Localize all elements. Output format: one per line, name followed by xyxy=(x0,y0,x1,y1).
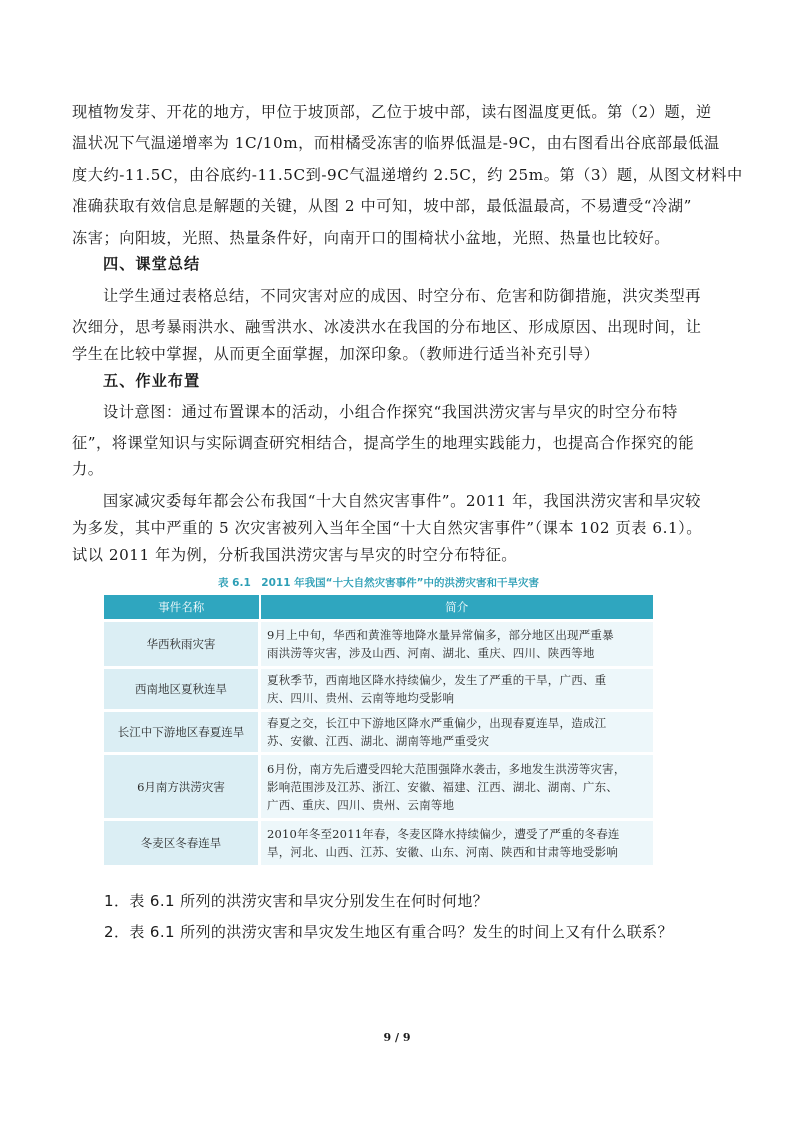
description-line: 庆、四川、贵州、云南等地均受影响 xyxy=(267,691,455,705)
description-line: 2010年冬至2011年春，冬麦区降水持续偏少，遭受了严重的冬春连 xyxy=(267,827,620,841)
text-line: 征”，将课堂知识与实际调查研究相结合，提高学生的地理实践能力，也提高合作探究的能 xyxy=(72,434,695,452)
text-line: 设计意图：通过布置课本的活动，小组合作探究“我国洪涝灾害与旱灾的时空分布特 xyxy=(103,403,678,421)
event-name-cell: 西南地区夏秋连旱 xyxy=(104,668,260,711)
question-2: 2．表 6.1 所列的洪涝灾害和旱灾发生地区有重合吗？发生的时间上又有什么联系？ xyxy=(104,923,673,941)
description-line: 春夏之交，长江中下游地区降水严重偏少，出现春夏连旱，造成江 xyxy=(267,716,607,730)
page-number: 9 / 9 xyxy=(383,1031,411,1044)
description-cell xyxy=(260,711,654,754)
text-line: 力。 xyxy=(72,460,104,478)
disaster-table xyxy=(104,595,653,865)
question-1: 1．表 6.1 所列的洪涝灾害和旱灾分别发生在何时何地？ xyxy=(104,892,489,910)
description-line: 夏秋季节，西南地区降水持续偏少，发生了严重的干旱，广西、重 xyxy=(267,673,607,687)
text-line: 国家减灾委每年都会公布我国“十大自然灾害事件”。2011 年，我国洪涝灾害和旱灾较 xyxy=(103,492,701,510)
text-line: 现植物发芽、开花的地方，甲位于坡顶部，乙位于坡中部，读右图温度更低。第（2）题，逆 xyxy=(72,103,712,121)
description-cell xyxy=(260,668,654,711)
section-heading: 四、课堂总结 xyxy=(103,255,201,273)
event-name-cell: 6月南方洪涝灾害 xyxy=(104,754,260,820)
text-line: 准确获取有效信息是解题的关键，从图 2 中可知，坡中部，最低温最高，不易遭受“冷湖” xyxy=(72,197,692,215)
description-cell xyxy=(260,820,654,866)
description-cell xyxy=(260,754,654,820)
text-line: 冻害；向阳坡，光照、热量条件好，向南开口的围椅状小盆地，光照、热量也比较好。 xyxy=(72,229,671,247)
section-heading: 五、作业布置 xyxy=(103,372,201,390)
text-line: 次细分，思考暴雨洪水、融雪洪水、冰凌洪水在我国的分布地区、形成原因、出现时间，让 xyxy=(72,318,702,336)
table-row xyxy=(104,711,653,754)
header-event-name: 事件名称 xyxy=(104,595,260,621)
text-line: 让学生通过表格总结，不同灾害对应的成因、时空分布、危害和防御措施，洪灾类型再 xyxy=(103,287,702,305)
description-line: 9月上中旬，华西和黄淮等地降水量异常偏多，部分地区出现严重暴 xyxy=(267,628,614,642)
text-line: 温状况下气温递增率为 1C/10m，而柑橘受冻害的临界低温是-9C，由右图看出谷底部最低温 xyxy=(72,134,720,152)
text-line: 学生在比较中掌握，从而更全面掌握，加深印象。（教师进行适当补充引导） xyxy=(72,345,600,363)
header-description: 简介 xyxy=(260,595,654,621)
description-line: 旱，河北、山西、江苏、安徽、山东、河南、陕西和甘肃等地受影响 xyxy=(267,845,618,859)
description-cell xyxy=(260,621,654,668)
description-line: 广西、重庆、四川、贵州、云南等地 xyxy=(267,797,455,812)
description-line: 苏、安徽、江西、湖北、湖南等地严重受灾 xyxy=(267,734,490,748)
table-caption: 表 6.1 2011 年我国“十大自然灾害事件”中的洪涝灾害和干旱灾害 xyxy=(218,577,539,589)
text-line: 试以 2011 年为例，分析我国洪涝灾害与旱灾的时空分布特征。 xyxy=(72,546,518,564)
text-line: 度大约-11.5C，由谷底约-11.5C到-9C气温递增约 2.5C，约 25m。第（3）题，从图文材料中 xyxy=(72,166,743,184)
table-row xyxy=(104,668,653,711)
text-line: 为多发，其中严重的 5 次灾害被列入当年全国“十大自然灾害事件”（课本 102 页表 6.1）。 xyxy=(72,519,703,537)
event-name-cell: 华西秋雨灾害 xyxy=(104,621,260,668)
table-row xyxy=(104,754,653,820)
table-row xyxy=(104,621,653,668)
event-name-cell: 长江中下游地区春夏连旱 xyxy=(104,711,260,754)
description-line: 6月份，南方先后遭受四轮大范围强降水袭击，多地发生洪涝等灾害， xyxy=(267,761,626,776)
table-header-row xyxy=(104,595,653,621)
description-line: 影响范围涉及江苏、浙江、安徽、福建、江西、湖北、湖南、广东、 xyxy=(267,779,618,794)
description-line: 雨洪涝等灾害，涉及山西、河南、湖北、重庆、四川、陕西等地 xyxy=(267,646,595,660)
event-name-cell: 冬麦区冬春连旱 xyxy=(104,820,260,866)
table-row xyxy=(104,820,653,866)
